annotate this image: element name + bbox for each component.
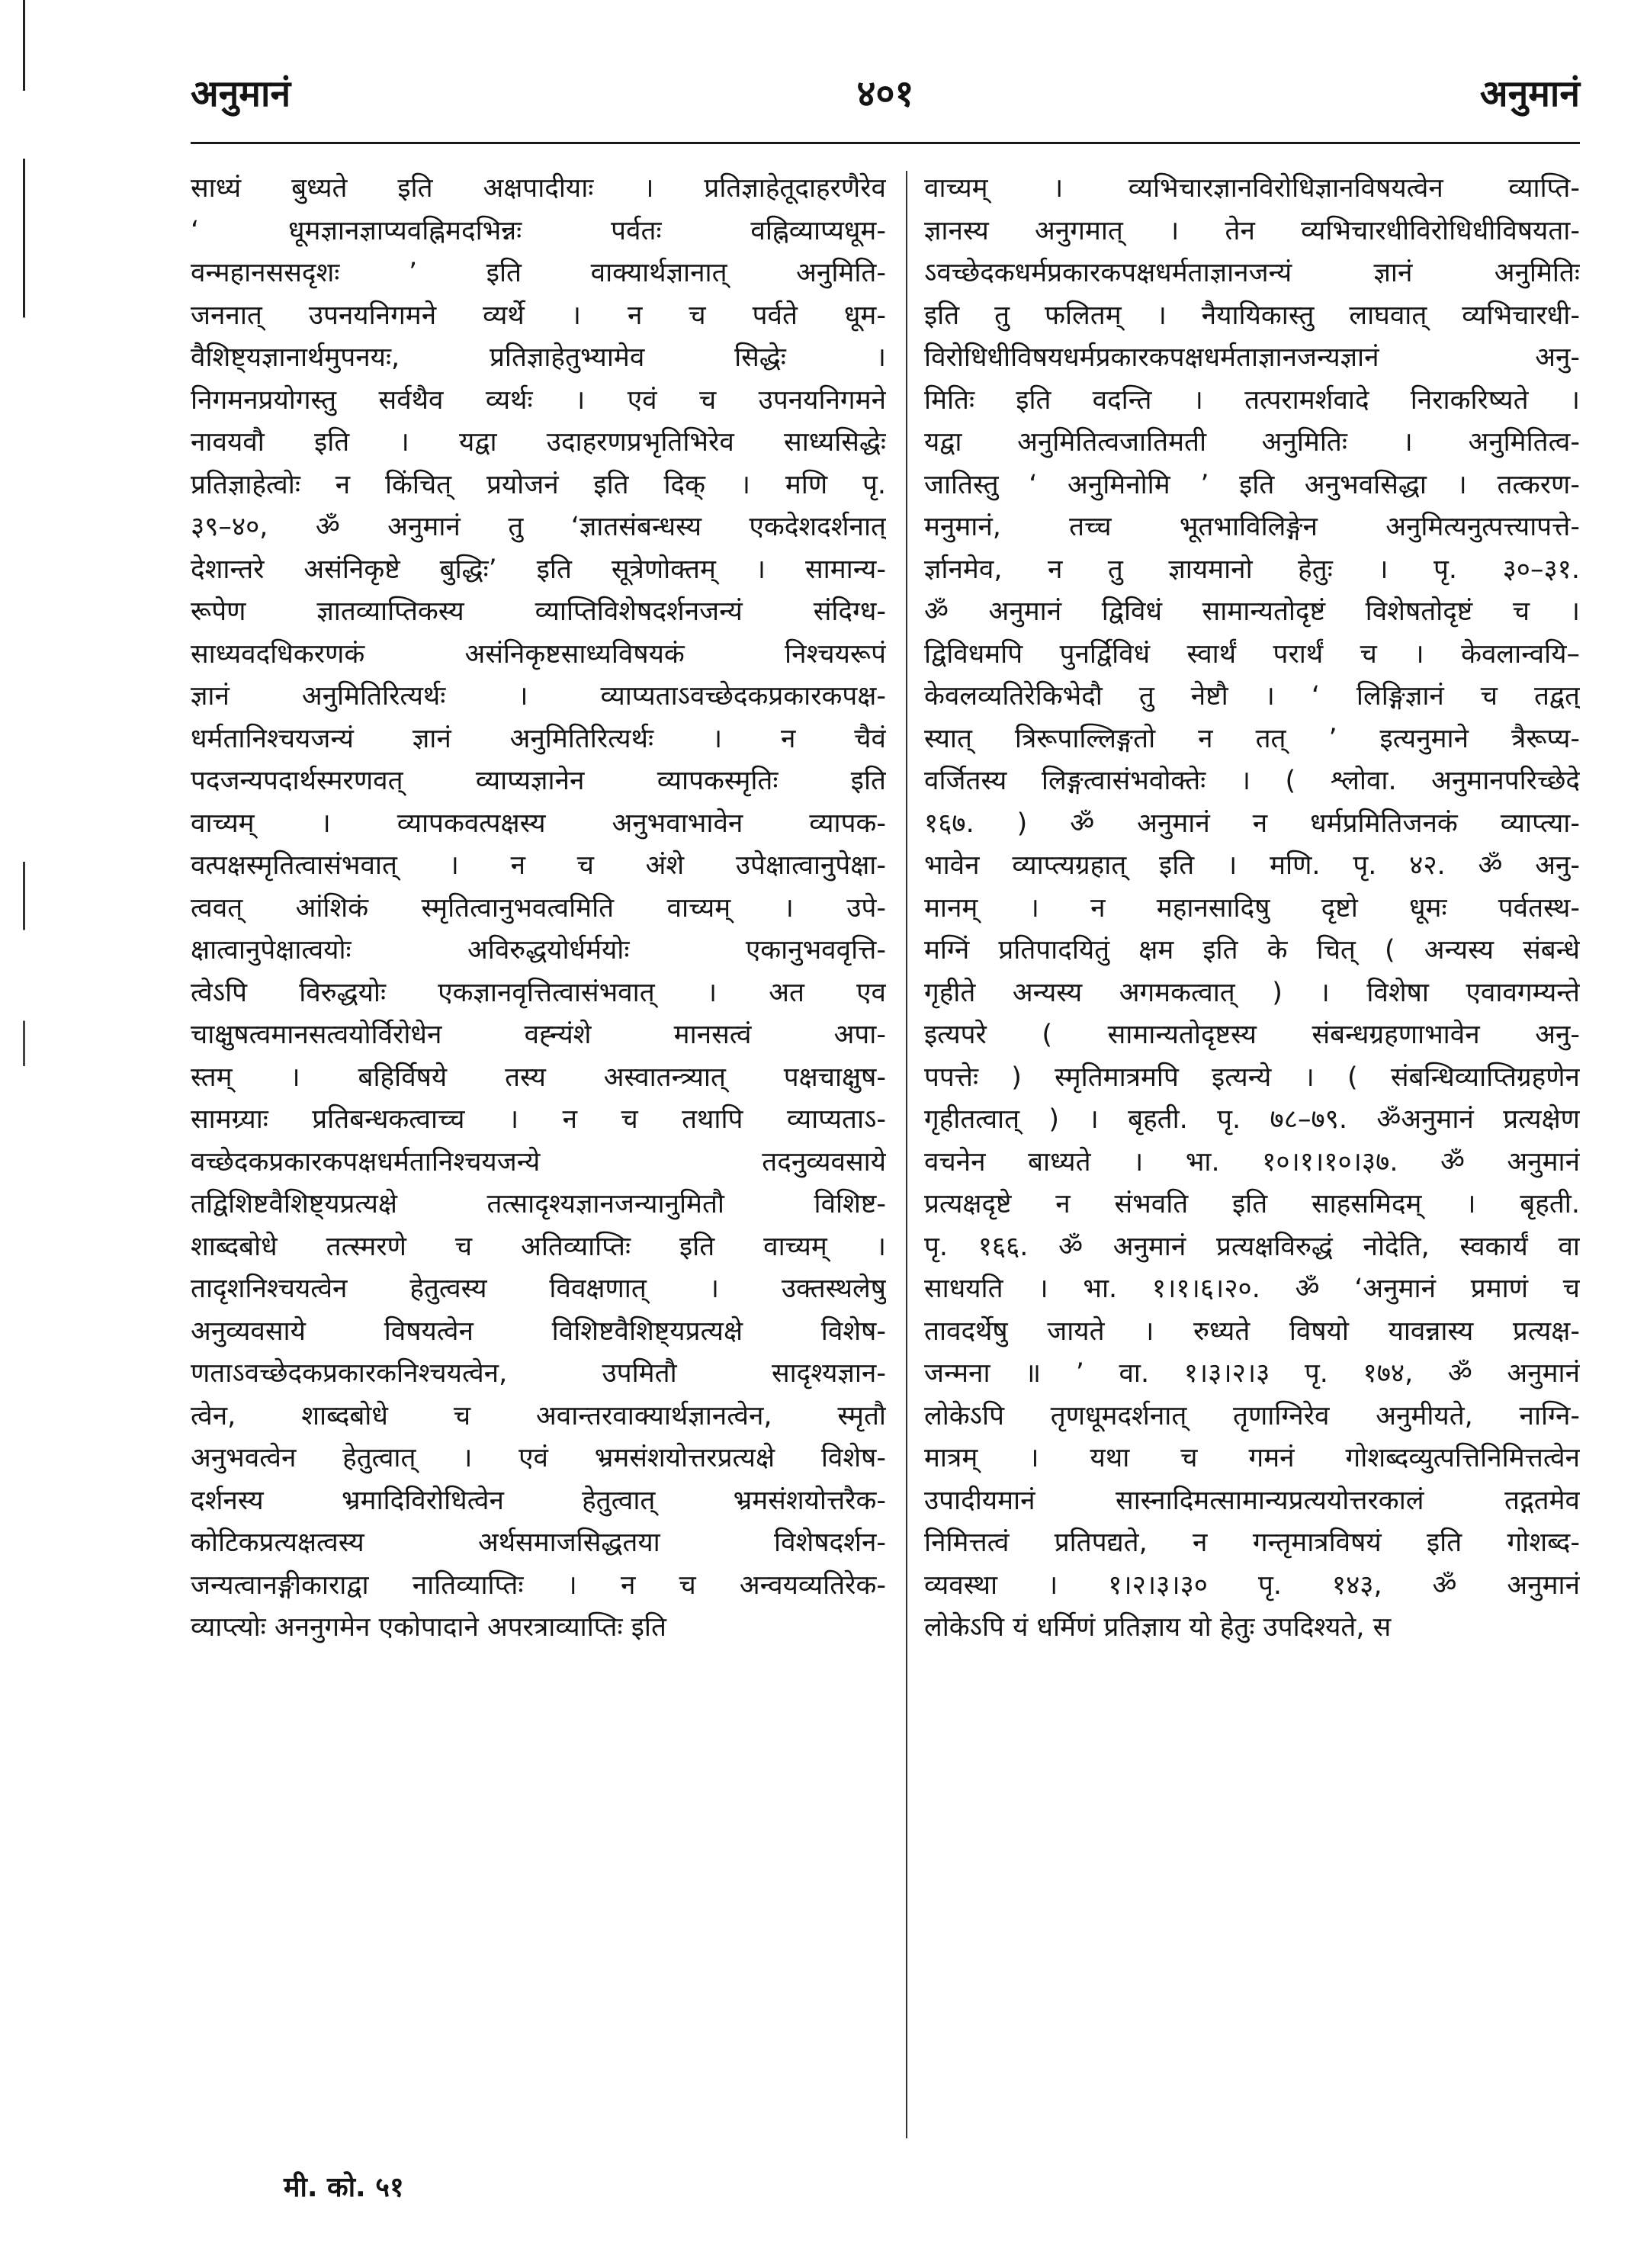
text-line: त्वेन, शाब्दबोधे च अवान्तरवाक्यार्थज्ञानत्वेन, स्मृतौ xyxy=(191,1400,886,1431)
left-column xyxy=(191,168,886,1650)
text-line: तावदर्थेषु जायते । रुध्यते विषयो यावन्नास्य प्रत्यक्ष- xyxy=(924,1316,1580,1347)
text-line: तद्विशिष्टवैशिष्ट्यप्रत्यक्षे तत्सादृश्यज्ञानजन्यानुमितौ विशिष्ट- xyxy=(191,1189,886,1219)
header-rule xyxy=(191,142,1580,144)
text-line: अनुभवत्वेन हेतुत्वात् । एवं भ्रमसंशयोत्तरप्रत्यक्षे विशेष- xyxy=(191,1443,886,1473)
text-line: वच्छेदकप्रकारकपक्षधर्मतानिश्चयजन्ये तदनुव्यवसाये xyxy=(191,1146,886,1177)
text-line: उपादीयमानं सास्नादिमत्सामान्यप्रत्ययोत्तरकालं तद्गतमेव xyxy=(924,1485,1580,1516)
text-line: त्ववत् आंशिकं स्मृतित्वानुभवत्वमिति वाच्यम् । उपे- xyxy=(191,892,886,924)
text-line: मग्निं प्रतिपादयितुं क्षम इति के चित् ( अन्यस्य संबन्धे xyxy=(924,935,1580,965)
text-line: पृ. १६६. ॐ अनुमानं प्रत्यक्षविरुद्धं नोदेति, स्वकार्यं वा xyxy=(924,1231,1580,1262)
text-line: जातिस्तु ‘ अनुमिनोमि ’ इति अनुभवसिद्धा । तत्करण- xyxy=(924,469,1580,500)
text-line: मात्रम् । यथा च गमनं गोशब्दव्युत्पत्तिनिमित्तत्वेन xyxy=(924,1443,1580,1473)
text-line: अनुव्यवसाये विषयत्वेन विशिष्टवैशिष्ट्यप्रत्यक्षे विशेष- xyxy=(191,1316,886,1347)
text-line: इत्यपरे ( सामान्यतोदृष्टस्य संबन्धग्रहणाभावेन अनु- xyxy=(924,1020,1580,1050)
text-line: भावेन व्याप्त्यग्रहात् इति । मणि. पृ. ४२. ॐ अनु- xyxy=(924,850,1580,881)
text-line: वचनेन बाध्यते । भा. १०।१।१०।३७. ॐ अनुमानं xyxy=(924,1146,1580,1177)
text-line: कोटिकप्रत्यक्षत्वस्य अर्थसमाजसिद्धतया विशेषदर्शन- xyxy=(191,1528,886,1558)
text-line: गृहीतत्वात् ) । बृहती. पृ. ७८–७९. ॐअनुमानं प्रत्यक्षेण xyxy=(924,1104,1580,1135)
text-line: साध्यवदधिकरणकं असंनिकृष्टसाध्यविषयकं निश्चयरूपं xyxy=(191,638,886,670)
text-line: वाच्यम् । व्यापकवत्पक्षस्य अनुभवाभावेन व्यापक- xyxy=(191,808,886,839)
text-line: पपत्तेः ) स्मृतिमात्रमपि इत्यन्ये । ( संबन्धिव्याप्तिग्रहणेन xyxy=(924,1062,1580,1093)
text-line: तादृशनिश्चयत्वेन हेतुत्वस्य विवक्षणात् । उक्तस्थलेषु xyxy=(191,1274,886,1304)
text-line: प्रतिज्ञाहेत्वोः न किंचित् प्रयोजनं इति दिक् । मणि पृ. xyxy=(191,469,886,500)
text-line: निगमनप्रयोगस्तु सर्वथैव व्यर्थः । एवं च उपनयनिगमने xyxy=(191,384,886,416)
text-line: जन्मना ॥ ’ वा. १।३।२।३ पृ. १७४, ॐ अनुमानं xyxy=(924,1358,1580,1389)
text-line: इति तु फलितम् । नैयायिकास्तु लाघवात् व्यभिचारधी- xyxy=(924,300,1580,331)
text-line: पदजन्यपदार्थस्मरणवत् व्याप्यज्ञानेन व्यापकस्मृतिः इति xyxy=(191,766,886,796)
text-line: वर्जितस्य लिङ्गत्वासंभवोक्तेः । ( श्लोवा. अनुमानपरिच्छेदे xyxy=(924,766,1580,796)
scan-edge-artifact xyxy=(23,0,25,2268)
text-line: ऽवच्छेदकधर्मप्रकारकपक्षधर्मताज्ञानजन्यं ज्ञानं अनुमितिः xyxy=(924,258,1580,288)
text-line: स्तम् । बहिर्विषये तस्य अस्वातन्त्र्यात् पक्षचाक्षुष- xyxy=(191,1062,886,1093)
text-line: साधयति । भा. १।१।६।२०. ॐ ‘अनुमानं प्रमाणं च xyxy=(924,1274,1580,1304)
text-line: देशान्तरे असंनिकृष्टे बुद्धिः’ इति सूत्रेणोक्तम् । सामान्य- xyxy=(191,554,886,585)
text-line: सामग्र्याः प्रतिबन्धकत्वाच्च । न च तथापि व्याप्यताऽ- xyxy=(191,1104,886,1135)
text-line: प्रत्यक्षदृष्टे न संभवति इति साहसमिदम् । बृहती. xyxy=(924,1189,1580,1219)
text-line: वत्पक्षस्मृतित्वासंभवात् । न च अंशे उपेक्षात्वानुपेक्षा- xyxy=(191,850,886,881)
text-line: ३९–४०, ॐ अनुमानं तु ‘ज्ञातसंबन्धस्य एकदेशदर्शनात् xyxy=(191,512,886,542)
text-line: लोकेऽपि यं धर्मिणं प्रतिज्ञाय यो हेतुः उपदिश्यते, स xyxy=(924,1612,1392,1643)
text-line: ज्ञानं अनुमितिरित्यर्थः । व्याप्यताऽवच्छेदकप्रकारकपक्ष- xyxy=(191,681,886,712)
text-line: रूपेण ज्ञातव्याप्तिकस्य व्याप्तिविशेषदर्शनजन्यं संदिग्ध- xyxy=(191,596,886,627)
text-line: र्ज्ञानमेव, न तु ज्ञायमानो हेतुः । पृ. ३०–३१. xyxy=(924,554,1580,585)
text-line: व्यवस्था । १।२।३।३० पृ. १४३, ॐ अनुमानं xyxy=(924,1569,1580,1601)
text-line: शाब्दबोधे तत्स्मरणे च अतिव्याप्तिः इति वाच्यम् । xyxy=(191,1231,886,1262)
text-line: क्षात्वानुपेक्षात्वयोः अविरुद्धयोर्धर्मयोः एकानुभववृत्ति- xyxy=(191,935,886,965)
text-line: नावयवौ इति । यद्वा उदाहरणप्रभृतिभिरेव साध्यसिद्धेः xyxy=(191,427,886,458)
text-line: निमित्तत्वं प्रतिपद्यते, न गन्तृमात्रविषयं इति गोशब्द- xyxy=(924,1528,1580,1558)
text-line: चाक्षुषत्वमानसत्वयोर्विरोधेन वह्न्यंशे मानसत्वं अपा- xyxy=(191,1020,886,1050)
text-line: मानम् । न महानसादिषु दृष्टो धूमः पर्वतस्थ- xyxy=(924,892,1580,924)
text-line: धर्मतानिश्चयजन्यं ज्ञानं अनुमितिरित्यर्थः । न चैवं xyxy=(191,723,886,754)
text-line: जन्यत्वानङ्गीकाराद्वा नातिव्याप्तिः । न च अन्वयव्यतिरेक- xyxy=(191,1569,886,1601)
text-line: लोकेऽपि तृणधूमदर्शनात् तृणाग्निरेव अनुमीयते, नाग्नि- xyxy=(924,1400,1580,1431)
text-line: जननात् उपनयनिगमने व्यर्थे । न च पर्वते धूम- xyxy=(191,300,886,331)
right-column xyxy=(924,168,1580,1650)
text-line: मितिः इति वदन्ति । तत्परामर्शवादे निराकरिष्यते । xyxy=(924,384,1580,416)
text-line: वन्महानससदृशः ’ इति वाक्यार्थज्ञानात् अनुमिति- xyxy=(191,258,886,288)
text-line: १६७. ) ॐ अनुमानं न धर्मप्रमितिजनकं व्याप्त्या- xyxy=(924,808,1580,839)
footer-signature-mark: मी. को. ५१ xyxy=(284,2172,404,2203)
header-left-title: अनुमानं xyxy=(191,72,291,115)
text-line: णताऽवच्छेदकप्रकारकनिश्चयत्वेन, उपमितौ सादृश्यज्ञान- xyxy=(191,1358,886,1389)
text-line: विरोधिधीविषयधर्मप्रकारकपक्षधर्मताज्ञानजन्यज्ञानं अनु- xyxy=(924,342,1580,373)
text-line: केवलव्यतिरेकिभेदौ तु नेष्टौ । ‘ लिङ्गिज्ञानं च तद्वत् xyxy=(924,681,1580,712)
text-line: गृहीते अन्यस्य अगमकत्वात् ) । विशेषा एवावगम्यन्ते xyxy=(924,977,1580,1008)
text-line: ॐ अनुमानं द्विविधं सामान्यतोदृष्टं विशेषतोदृष्टं च । xyxy=(924,596,1580,627)
text-line: ‘ धूमज्ञानज्ञाप्यवह्निमदभिन्नः पर्वतः वह्निव्याप्यधूम- xyxy=(191,215,886,246)
text-line: साध्यं बुध्यते इति अक्षपादीयाः । प्रतिज्ञाहेतूदाहरणैरेव xyxy=(191,173,886,204)
text-line: द्विविधमपि पुनर्द्विविधं स्वार्थं परार्थं च । केवलान्वयि– xyxy=(924,638,1580,670)
text-line: मनुमानं, तच्च भूतभाविलिङ्गेन अनुमित्यनुत्पत्त्यापत्ते- xyxy=(924,512,1580,542)
text-line: वैशिष्ट्यज्ञानार्थमुपनयः, प्रतिज्ञाहेतुभ्यामेव सिद्धेः । xyxy=(191,342,886,373)
running-header xyxy=(191,67,1580,136)
text-line: ज्ञानस्य अनुगमात् । तेन व्यभिचारधीविरोधिधीविषयता- xyxy=(924,215,1580,246)
text-line: दर्शनस्य भ्रमादिविरोधित्वेन हेतुत्वात् भ्रमसंशयोत्तरैक- xyxy=(191,1485,886,1516)
text-line: व्याप्त्योः अननुगमेन एकोपादाने अपरत्राव्याप्तिः इति xyxy=(191,1612,666,1643)
column-divider xyxy=(906,171,907,2138)
page-number: ४०१ xyxy=(856,72,914,115)
text-line: वाच्यम् । व्यभिचारज्ञानविरोधिज्ञानविषयत्वेन व्याप्ति- xyxy=(924,173,1580,204)
header-right-title: अनुमानं xyxy=(1479,72,1580,115)
text-line: स्यात् त्रिरूपाल्लिङ्गतो न तत् ’ इत्यनुमाने त्रैरूप्य- xyxy=(924,723,1580,754)
text-line: यद्वा अनुमितित्वजातिमती अनुमितिः । अनुमितित्व- xyxy=(924,427,1580,458)
text-line: त्वेऽपि विरुद्धयोः एकज्ञानवृत्तित्वासंभवात् । अत एव xyxy=(191,977,886,1008)
